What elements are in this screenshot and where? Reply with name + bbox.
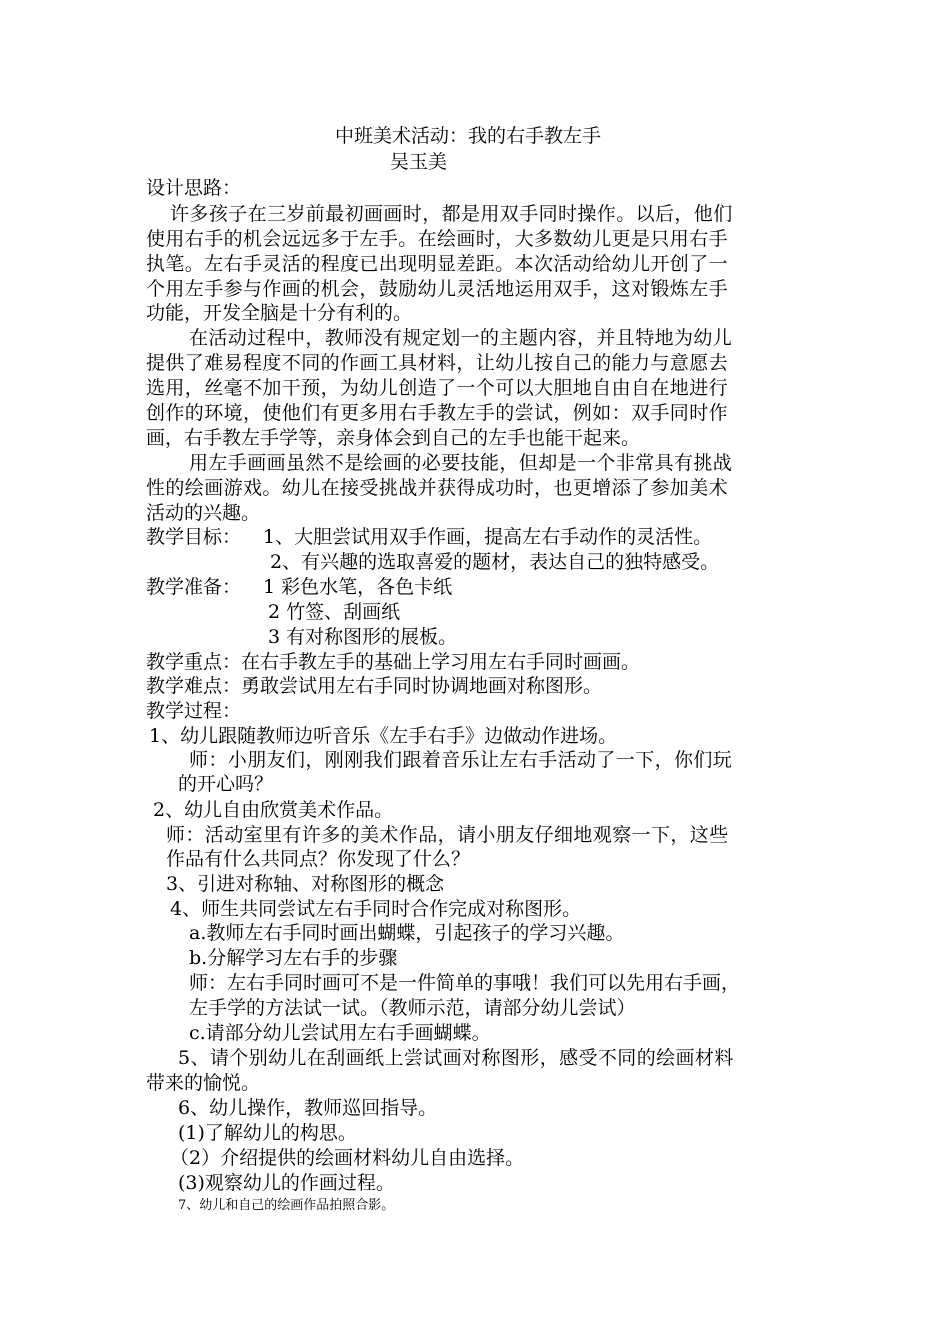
process-substep: （2）介绍提供的绘画材料幼儿自由选择。 [170,1147,525,1169]
design-p1-line: 执笔。左右手灵活的程度已出现明显差距。本次活动给幼儿开创了一 [146,253,729,275]
process-step: 2、幼儿自由欣赏美术作品。 [153,799,394,821]
design-p3-line: 活动的兴趣。 [146,502,261,524]
design-p2-line: 画，右手教左手学等，亲身体会到自己的左手也能干起来。 [146,427,641,449]
prep-label: 教学准备： [146,576,242,598]
process-substep: (3)观察幼儿的作画过程。 [178,1172,395,1194]
process-step: 7、幼儿和自己的绘画作品拍照合影。 [178,1198,395,1213]
process-step: 6、幼儿操作，教师巡回指导。 [178,1097,438,1119]
design-heading: 设计思路： [146,177,242,199]
design-p3-line: 性的绘画游戏。幼儿在接受挑战并获得成功时，也更增添了参加美术 [146,477,729,499]
teacher-talk: 的开心吗？ [178,773,274,795]
design-p3-line: 用左手画画虽然不是绘画的必要技能，但却是一个非常具有挑战 [189,452,733,474]
design-p1-line: 使用右手的机会远远多于左手。在绘画时，大多数幼儿更是只用右手 [146,228,729,250]
goal-item: 2、有兴趣的选取喜爱的题材，表达自己的独特感受。 [270,551,720,573]
prep-item: 3 有对称图形的展板。 [268,626,458,648]
design-p2-line: 在活动过程中，教师没有规定划一的主题内容，并且特地为幼儿 [189,327,733,349]
key-point: 教学重点：在右手教左手的基础上学习用左右手同时画画。 [146,651,641,673]
process-heading: 教学过程： [146,700,242,722]
process-step: 4、师生共同尝试左右手同时合作完成对称图形。 [170,898,582,920]
design-p2-line: 创作的环境，使他们有更多用右手教左手的尝试，例如：双手同时作 [146,402,729,424]
difficulty: 教学难点：勇敢尝试用左右手同时协调地画对称图形。 [146,675,603,697]
goals-label: 教学目标： [146,526,242,548]
teacher-talk: 左手学的方法试一试。（教师示范，请部分幼儿尝试） [189,997,636,1019]
process-substep: (1)了解幼儿的构思。 [178,1122,357,1144]
teacher-talk: 师：左右手同时画可不是一件简单的事哦！我们可以先用右手画， [189,972,741,994]
process-substep: b.分解学习左右手的步骤 [189,947,398,969]
design-p2-line: 选用，丝毫不加干预，为幼儿创造了一个可以大胆地自由自在地进行 [146,377,729,399]
process-step: 带来的愉悦。 [146,1072,261,1094]
process-step: 1、幼儿跟随教师边听音乐《左手右手》边做动作进场。 [149,725,618,747]
prep-item: 1 彩色水笔，各色卡纸 [263,576,453,598]
design-p1-line: 许多孩子在三岁前最初画画时，都是用双手同时操作。以后，他们 [170,203,733,225]
design-p1-line: 个用左手参与作画的机会，鼓励幼儿灵活地运用双手，这对锻炼左手 [146,278,729,300]
process-step: 5、请个别幼儿在刮画纸上尝试画对称图形，感受不同的绘画材料 [178,1047,734,1069]
teacher-talk: 师：小朋友们，刚刚我们跟着音乐让左右手活动了一下，你们玩 [189,749,733,771]
goal-item: 1、大胆尝试用双手作画，提高左右手动作的灵活性。 [263,526,713,548]
design-p1-line: 功能，开发全脑是十分有利的。 [146,302,413,324]
prep-item: 2 竹签、刮画纸 [268,601,401,623]
design-p2-line: 提供了难易程度不同的作画工具材料，让幼儿按自己的能力与意愿去 [146,352,729,374]
teacher-talk: 师：活动室里有许多的美术作品，请小朋友仔细地观察一下，这些 [166,824,729,846]
author-name: 吴玉美 [390,151,448,173]
process-substep: a.教师左右手同时画出蝴蝶，引起孩子的学习兴趣。 [189,922,625,944]
teacher-talk: 作品有什么共同点？你发现了什么？ [166,848,471,870]
process-substep: c.请部分幼儿尝试用左右手画蝴蝶。 [189,1022,491,1044]
process-step: 3、引进对称轴、对称图形的概念 [166,873,445,895]
document-title: 中班美术活动：我的右手教左手 [335,125,602,147]
